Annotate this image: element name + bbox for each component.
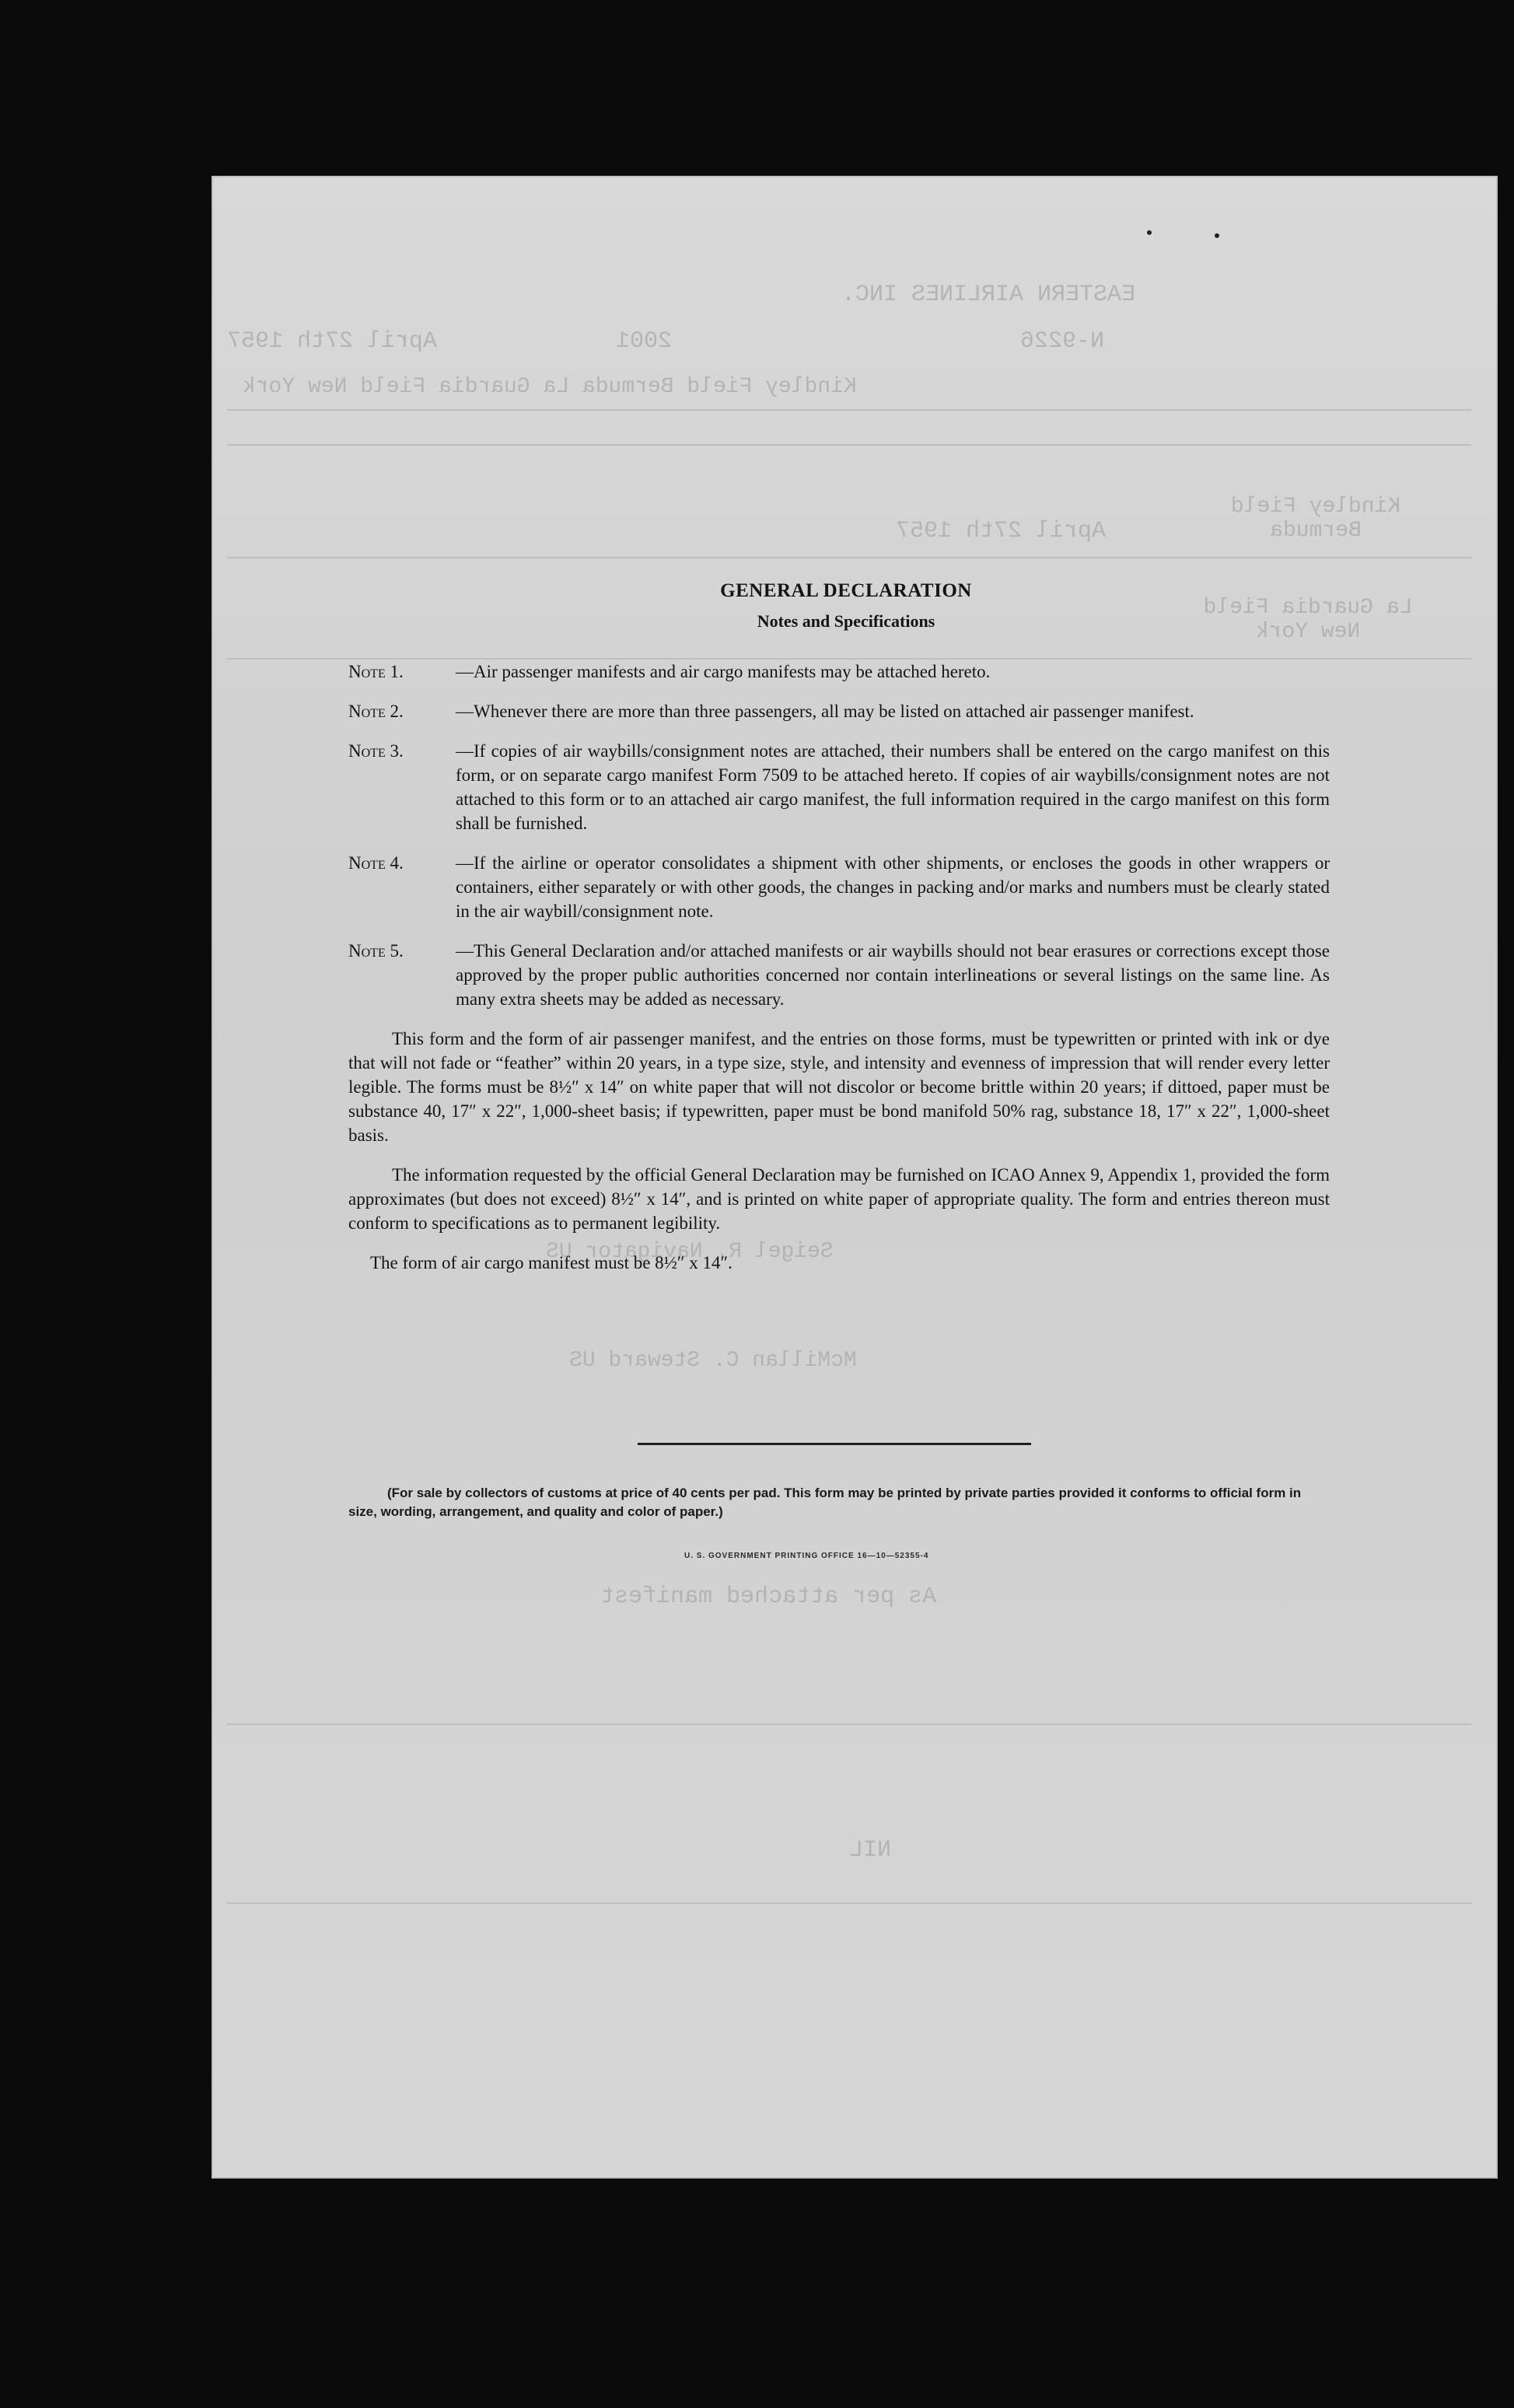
ghost-date: April 27th 1957 — [227, 328, 438, 355]
note-3 — [348, 739, 1330, 835]
ghost-rule — [227, 1724, 1471, 1725]
note-text: —If copies of air waybills/consignment notes are attached, their numbers shall be entered on the cargo manifest on this form, or on separate cargo manifest Form 7509 to be attached hereto. If copies of air waybills/consignment notes are not attached to this form or to an attached air cargo manifest, the full information required in the cargo manifest on this form shall be furnished. — [456, 741, 1330, 833]
ghost-rule — [227, 409, 1471, 411]
ink-dot — [1215, 233, 1219, 238]
ghost-origin: Kindley Field Bermuda — [1230, 495, 1401, 543]
ink-dot — [1147, 230, 1152, 235]
ghost-route: Kindley Field Bermuda La Guardia Field New York — [243, 375, 857, 399]
divider — [638, 1443, 1031, 1445]
note-label: Note 2. — [348, 702, 404, 721]
note-label: Note 3. — [348, 741, 404, 761]
note-label: Note 1. — [348, 662, 404, 681]
note-1 — [348, 660, 1330, 684]
note-label: Note 5. — [348, 941, 404, 961]
ghost-crew-1: Seigel R. Navigator US — [546, 1240, 834, 1264]
ghost-rule — [227, 1902, 1471, 1904]
ghost-date-2: April 27th 1957 — [896, 518, 1107, 544]
note-5 — [348, 939, 1330, 1011]
note-2 — [348, 699, 1330, 723]
specification-paragraph: The information requested by the official General Declaration may be furnished on ICAO Annex 9, Appendix 1, provided the form approximates (but does not exceed) 8½″ x 14″, and is printed on white paper of appropriate quality. The form and entries thereon must conform to specifications as to permanent legibility. — [348, 1165, 1330, 1233]
specification-paragraph: This form and the form of air passenger manifest, and the entries on those forms, must be typewritten or printed with ink or dye that will not fade or “feather” within 20 years, in a type size, style, and intensity and evenness of impression that will render every letter legible. The forms must be 8½″ x 14″ on white paper that will not discolor or become brittle within 20 years; if dittoed, paper must be substance 40, 17″ x 22″, 1,000-sheet basis; if typewritten, paper must be bond manifold 50% rag, substance 18, 17″ x 22″, 1,000-sheet basis. — [348, 1029, 1330, 1145]
ghost-flight: 2001 — [616, 328, 673, 355]
note-text: —Whenever there are more than three passengers, all may be listed on attached air passenger manifest. — [456, 702, 1194, 721]
ghost-manifest-note: As per attached manifest — [600, 1584, 937, 1610]
ghost-rule — [227, 444, 1471, 446]
ghost-destination: La Guardia Field New York — [1203, 596, 1413, 644]
sale-notice: (For sale by collectors of customs at price of 40 cents per pad. This form may be printed by private parties provided it conforms to official form in size, wording, arrangement, and quality and color of paper.) — [348, 1486, 1302, 1519]
note-label: Note 4. — [348, 853, 404, 873]
ghost-cargo: NIL — [849, 1837, 892, 1864]
page-subtitle: Notes and Specifications — [757, 611, 935, 631]
ghost-aircraft: N-9226 — [1020, 328, 1105, 355]
note-4 — [348, 851, 1330, 923]
note-text: —Air passenger manifests and air cargo manifests may be attached hereto. — [456, 662, 991, 681]
ghost-rule — [227, 557, 1471, 558]
cargo-manifest-size-note: The form of air cargo manifest must be 8½″ x 14″. — [370, 1253, 733, 1272]
note-text: —If the airline or operator consolidates a shipment with other shipments, or encloses the goods in other wrappers or containers, either separately or with other goods, the changes in packing and/or marks and numbers must be clearly stated in the air waybill/consignment note. — [456, 853, 1330, 921]
notes-section — [348, 580, 1330, 1275]
ghost-airline: EASTERN AIRLINES INC. — [841, 282, 1136, 308]
ghost-crew-2: McMillan C. Steward US — [569, 1349, 857, 1373]
printer-line: U. S. GOVERNMENT PRINTING OFFICE 16—10—52355-4 — [684, 1552, 929, 1560]
note-text: —This General Declaration and/or attached manifests or air waybills should not bear erasures or corrections except those approved by the proper public authorities concerned nor contain interlineations or several listings on the same line. As many extra sheets may be added as necessary. — [456, 941, 1330, 1009]
page-title: GENERAL DECLARATION — [720, 580, 972, 601]
